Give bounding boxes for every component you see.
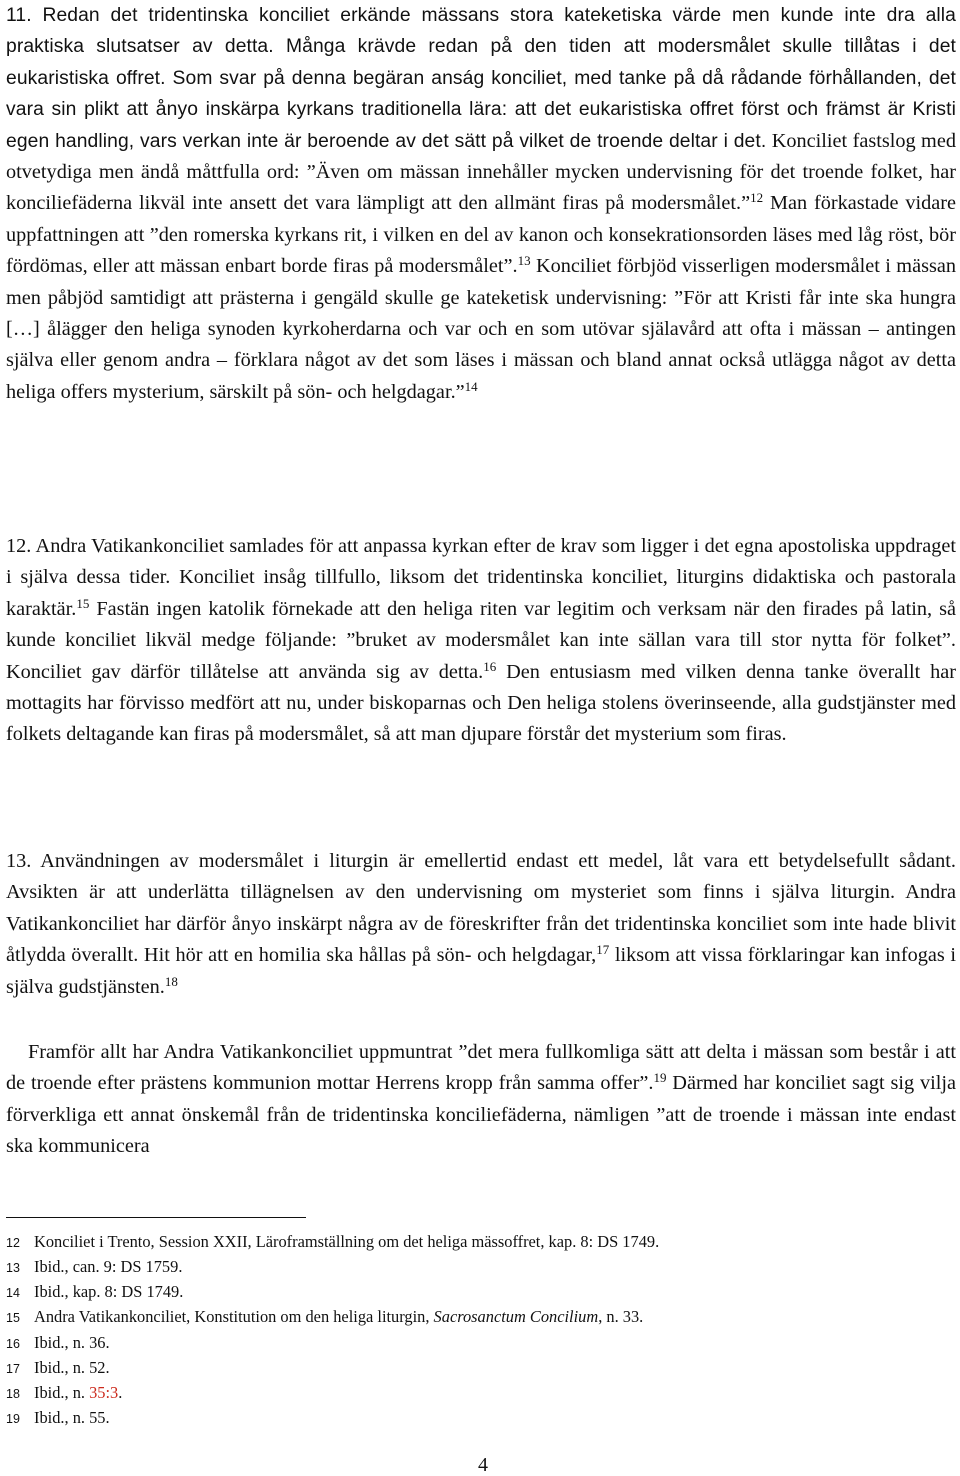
footnote-16 xyxy=(6,1333,956,1354)
paragraph-11-text-b: Man förkastade vidare uppfattningen att ”den romerska kyrkans rit, i vilken en del av kanon och konsekrationsorden läses med låg röst, bör fördömas, eller att mässan enbart borde firas på modersmålet”. xyxy=(6,192,957,278)
footnote-number: 17 xyxy=(6,1362,20,1376)
footnote-text: Ibid., n. 36. xyxy=(34,1333,110,1352)
footnote-number: 12 xyxy=(6,1236,20,1250)
paragraph-12-text-a: 12. Andra Vatikankonciliet samlades för att anpassa kyrkan efter de krav som ligger i det egna apostoliska uppdraget i själva dessa tider. Konciliet insåg tillfullo, liksom det tridentinska konciliet, liturgins didaktiska och pastorala karaktär. xyxy=(6,535,956,620)
footnote-12 xyxy=(6,1232,956,1253)
paragraph-11-sans-text: 11. Redan det tridentinska konciliet erkände mässans stora kateketiska värde men kunde inte dra alla praktiska slutsatser av detta. Många krävde redan på den tiden att modersmålet skulle tillåtas i det eukaristiska offret. Som svar på denna begäran anság konciliet, med tanke på då rådande förhållanden, det vara sin plikt att ånyo inskärpa kyrkans traditionella lära: att det eukaristiska offret först och främst är Kristi egen handling, vars verkan inte är beroende av det sätt på vilket de troende deltar i det. xyxy=(6,5,956,152)
footnote-ref-18[interactable]: 18 xyxy=(164,973,178,989)
footnote-18 xyxy=(6,1383,956,1404)
footnote-text: Ibid., n. 55. xyxy=(34,1408,110,1427)
footnote-19 xyxy=(6,1408,956,1429)
paragraph-11 xyxy=(6,0,956,408)
footnote-15 xyxy=(6,1307,956,1328)
footnote-ref-19[interactable]: 19 xyxy=(653,1070,667,1086)
page-number: 4 xyxy=(478,1454,488,1476)
footnote-text-post: . xyxy=(118,1383,123,1402)
paragraph-12-text-b: Fastän ingen katolik förnekade att den heliga riten var legitim och verksam när den firades på latin, så kunde konciliet likväl medge följande: ”bruket av modersmålet kan inte sällan vara till stor nytta för folket”. Konciliet gav därför tillåtelse att använda sig av detta. xyxy=(6,597,956,683)
paragraph-13b-text-a: Framför allt har Andra Vatikankonciliet uppmuntrat ”det mera fullkomliga sätt att delta i mässan som består i att de troende efter prästens kommunion mottar Herrens kropp från samma offer”. xyxy=(6,1041,956,1095)
footnote-number: 18 xyxy=(6,1387,20,1401)
paragraph-12 xyxy=(6,531,956,751)
paragraph-12-text-c: Den entusiasm med vilken denna tanke överallt har mottagits har förvisso medfört att nu, under biskoparnas och Den heliga stolens överinseende, alla gudstjänster med folkets deltagande kan firas på modersmålet, så att man djupare förstår det mysterium som firas. xyxy=(6,660,956,746)
footnote-number: 13 xyxy=(6,1261,20,1275)
paragraph-13-continued xyxy=(6,1037,956,1163)
footnote-17 xyxy=(6,1358,956,1379)
footnote-separator xyxy=(6,1217,306,1218)
footnote-italic-title: Sacrosanctum Concilium xyxy=(433,1307,599,1326)
footnote-text: Andra Vatikankonciliet, Konstitution om den heliga liturgin, xyxy=(34,1307,434,1326)
footnote-text: Ibid., n. xyxy=(34,1383,90,1402)
footnote-ref-13[interactable]: 13 xyxy=(517,253,531,269)
footnote-number: 14 xyxy=(6,1286,20,1300)
footnote-14 xyxy=(6,1282,956,1303)
paragraph-11-text-c: Konciliet förbjöd visserligen modersmålet i mässan men påbjöd samtidigt att prästerna i gengäld skulle ge kateketisk undervisning: ”För att Kristi får inte ska hungra […] ålägger den heliga synoden kyrkoherdarna och var och en som utövar själavård att ofta i mässan – antingen själva eller genom andra – förklara något av det som läses i mässan och bland annat också utlägga något av detta heliga offers mysterium, särskilt på sön- och helgdagar.” xyxy=(6,255,956,403)
footnote-link[interactable]: 35:3 xyxy=(89,1383,119,1402)
footnote-ref-15[interactable]: 15 xyxy=(76,595,90,611)
footnote-number: 16 xyxy=(6,1337,20,1351)
footnote-13 xyxy=(6,1257,956,1278)
footnote-text: Konciliet i Trento, Session XXII, Läroframställning om det heliga mässoffret, kap. 8: DS 1749. xyxy=(34,1232,660,1251)
footnote-text: Ibid., n. 52. xyxy=(34,1358,110,1377)
footnote-text: Ibid., kap. 8: DS 1749. xyxy=(34,1282,184,1301)
paragraph-13b-text-b: Därmed har konciliet sagt sig vilja förverkliga ett annat önskemål från de tridentinska konciliefäderna, nämligen ”att de troende i mässan inte endast ska kommunicera xyxy=(6,1072,956,1158)
paragraph-13-text-a: 13. Användningen av modersmålet i liturgin är emellertid endast ett medel, låt vara ett betydelsefullt sådant. Avsikten är att underlätta tillägnelsen av den undervisning om mysteriet som finns i själva liturgin. Andra Vatikankonciliet har därför ånyo inskärpt några av de föreskrifter från det tridentinska konciliet som inte hade blivit åtlydda överallt. Hit hör att en homilia ska hållas på sön- och helgdagar, xyxy=(6,850,956,967)
footnote-ref-16[interactable]: 16 xyxy=(483,658,497,674)
footnote-number: 15 xyxy=(6,1311,20,1325)
footnote-ref-17[interactable]: 17 xyxy=(596,942,610,958)
footnote-number: 19 xyxy=(6,1412,20,1426)
footnote-ref-14[interactable]: 14 xyxy=(464,378,478,394)
paragraph-11-text-a: Konciliet fastslog med otvetydiga men ändå måttfulla ord: ”Även om mässan innehåller mycken undervisning för det troende folket, har konciliefäderna likväl inte ansett det vara lämpligt att den allmänt firas på modersmålet.” xyxy=(6,129,956,215)
footnote-text-post: , n. 33. xyxy=(598,1307,644,1326)
paragraph-13 xyxy=(6,846,956,1003)
footnote-ref-12[interactable]: 12 xyxy=(750,190,764,206)
paragraph-13-text-b: liksom att vissa förklaringar kan infogas i själva gudstjänsten. xyxy=(6,944,956,998)
footnote-text: Ibid., can. 9: DS 1759. xyxy=(34,1257,183,1276)
